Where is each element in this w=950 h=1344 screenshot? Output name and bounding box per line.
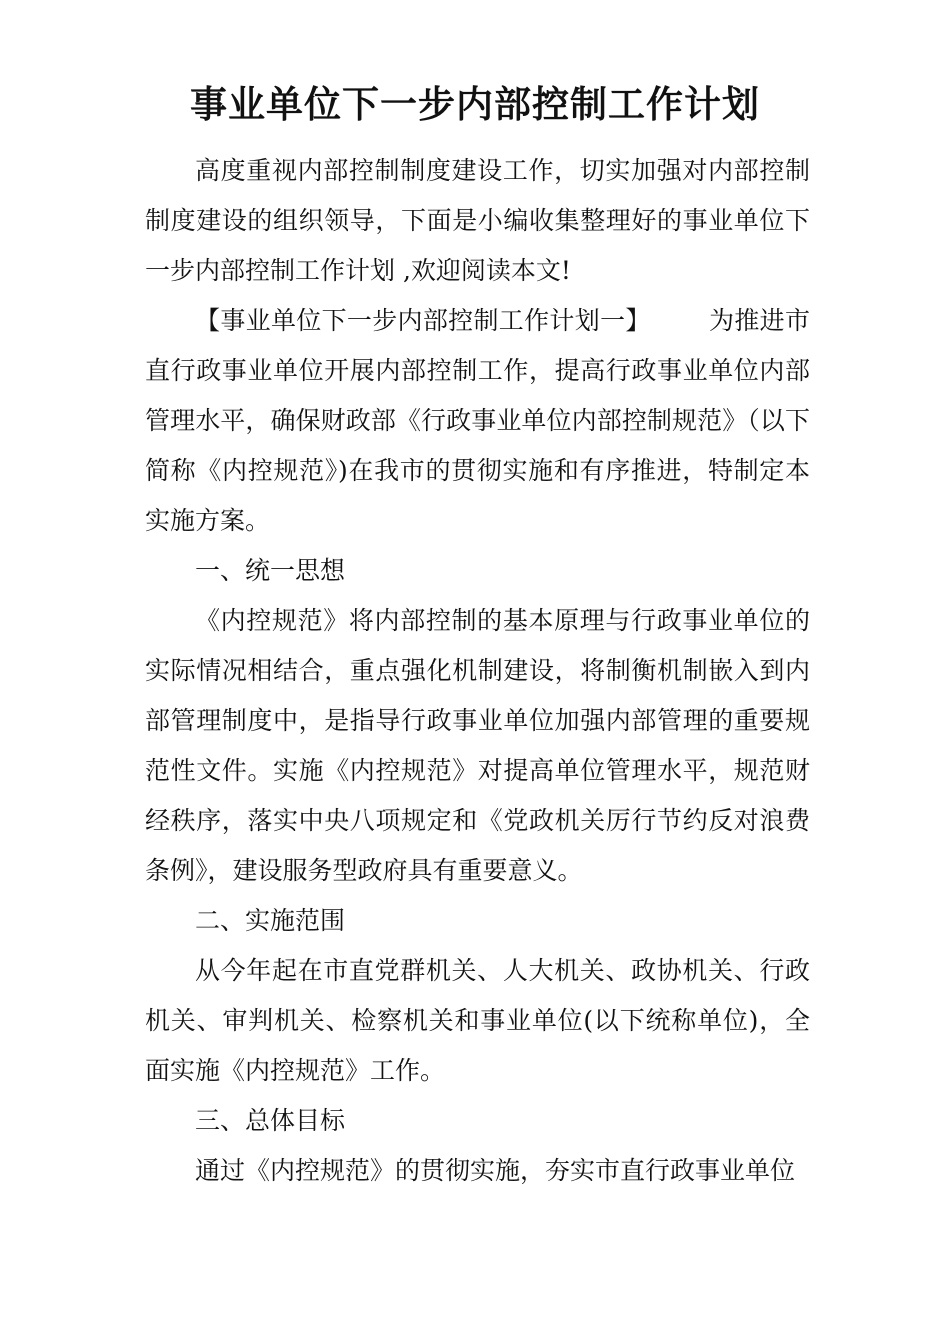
- heading-unify-thinking: 一、统一思想: [195, 556, 346, 585]
- section-label: 【事业单位下一步内部控制工作计划一】: [195, 306, 651, 335]
- paragraph-scope: 从今年起在市直党群机关、人大机关、政协机关、行政机关、审判机关、检察机关和事业单位(以下统称单位)，全面实施《内控规范》工作。: [145, 956, 810, 1085]
- paragraph-unify-thinking: 《内控规范》将内部控制的基本原理与行政事业单位的实际情况相结合，重点强化机制建设，将制衡机制嵌入到内部管理制度中，是指导行政事业单位加强内部管理的重要规范性文件。实施《内控规范》对提高单位管理水平，规范财经秩序，落实中央八项规定和《党政机关厉行节约反对浪费条例》，建设服务型政府具有重要意义。: [145, 606, 810, 885]
- paragraph-overall-goal: 通过《内控规范》的贯彻实施，夯实市直行政事业单位: [195, 1156, 796, 1185]
- intro-paragraph: 高度重视内部控制制度建设工作，切实加强对内部控制制度建设的组织领导，下面是小编收集整理好的事业单位下一步内部控制工作计划 ,欢迎阅读本文!: [145, 156, 810, 285]
- section-paragraph: [145, 296, 810, 546]
- document-title: 事业单位下一步内部控制工作计划: [190, 83, 760, 126]
- heading-overall-goal: 三、总体目标: [195, 1106, 346, 1135]
- heading-scope: 二、实施范围: [195, 906, 346, 935]
- section-text: 为推进市直行政事业单位开展内部控制工作，提高行政事业单位内部管理水平，确保财政部《行政事业单位内部控制规范》（以下简称《内控规范》)在我市的贯彻实施和有序推进，特制定本实施方案。: [145, 306, 810, 535]
- document-body: [145, 146, 810, 1196]
